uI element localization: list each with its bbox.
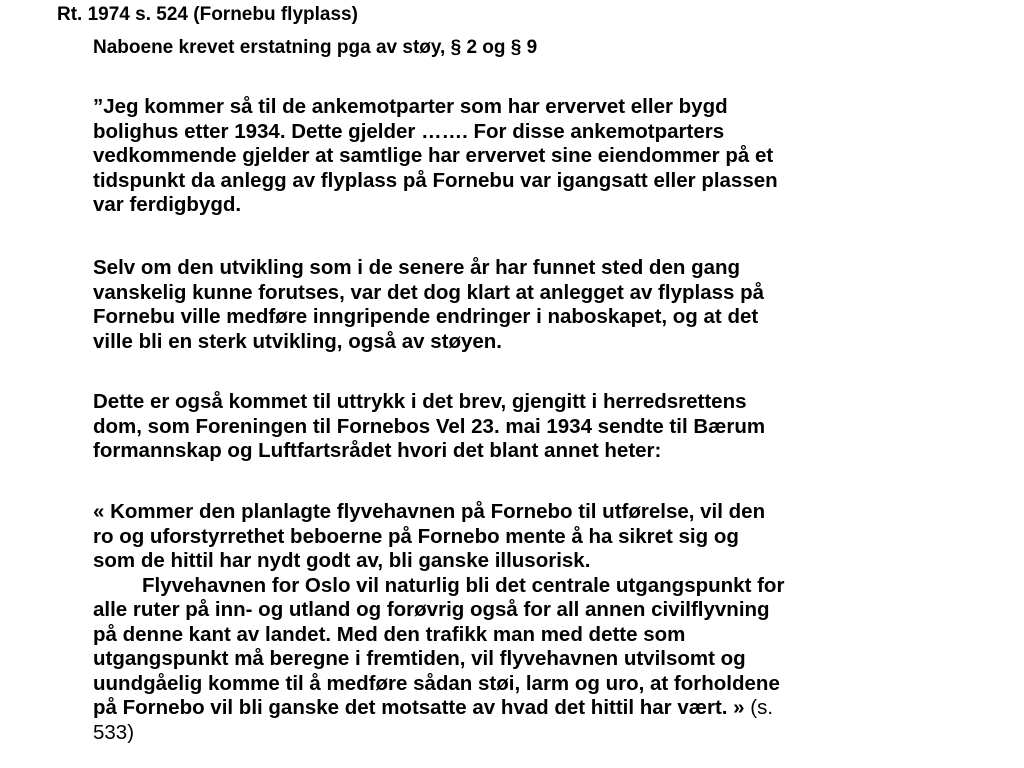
- text-line: var ferdigbygd.: [93, 193, 242, 216]
- text-line: som de hittil har nydt godt av, bli ganske illusorisk.: [93, 549, 591, 572]
- paragraph-development: [93, 256, 963, 354]
- text-line: Flyvehavnen for Oslo vil naturlig bli det centrale utgangspunkt for: [142, 573, 785, 597]
- text-line: på denne kant av landet. Med den trafikk man med dette som: [93, 622, 686, 646]
- page-title: Rt. 1974 s. 524 (Fornebu flyplass): [57, 4, 358, 25]
- citation-end: 533): [93, 720, 135, 744]
- text-line: utgangspunkt må beregne i fremtiden, vil flyvehavnen utvilsomt og: [93, 647, 746, 670]
- text-line: ville bli en sterk utvikling, også av støyen.: [93, 329, 502, 353]
- text-line-with-citation: [93, 696, 963, 721]
- text-line: uundgåelig komme til å medføre sådan støi, larm og uro, at forholdene: [93, 671, 780, 695]
- paragraph-letter-quote: [93, 500, 963, 745]
- text-line: « Kommer den planlagte flyvehavnen på Fornebo til utførelse, vil den: [93, 500, 766, 523]
- text-line: alle ruter på inn- og utland og forøvrig også for all annen civilflyvning: [93, 598, 770, 621]
- text-line: Selv om den utvikling som i de senere år har funnet sted den gang: [93, 256, 741, 279]
- text-line: tidspunkt da anlegg av flyplass på Fornebu var igangsatt eller plassen: [93, 168, 778, 192]
- text-line: Fornebu ville medføre inngripende endringer i naboskapet, og at det: [93, 305, 759, 328]
- text-line: ro og uforstyrrethet beboerne på Fornebo mente å ha sikret sig og: [93, 524, 739, 548]
- text-line: bolighus etter 1934. Dette gjelder ……. For disse ankemotparters: [93, 119, 725, 143]
- paragraph-letter-intro: [93, 390, 963, 464]
- page-subtitle: Naboene krevet erstatning pga av støy, § 2 og § 9: [93, 37, 538, 58]
- text-line: dom, som Foreningen til Fornebos Vel 23. mai 1934 sendte til Bærum: [93, 414, 766, 438]
- paragraph-quote-intro: [93, 95, 963, 218]
- citation-start: (s.: [750, 696, 774, 719]
- text-segment: på Fornebo vil bli ganske det motsatte av hvad det hittil har vært. »: [93, 696, 745, 719]
- text-line: Dette er også kommet til uttrykk i det brev, gjengitt i herredsrettens: [93, 390, 747, 413]
- text-line: vedkommende gjelder at samtlige har ervervet sine eiendommer på et: [93, 144, 774, 167]
- text-line: formannskap og Luftfartsrådet hvori det blant annet heter:: [93, 439, 662, 462]
- text-line: ”Jeg kommer så til de ankemotparter som har ervervet eller bygd: [93, 95, 728, 118]
- text-line: vanskelig kunne forutses, var det dog klart at anlegget av flyplass på: [93, 280, 765, 304]
